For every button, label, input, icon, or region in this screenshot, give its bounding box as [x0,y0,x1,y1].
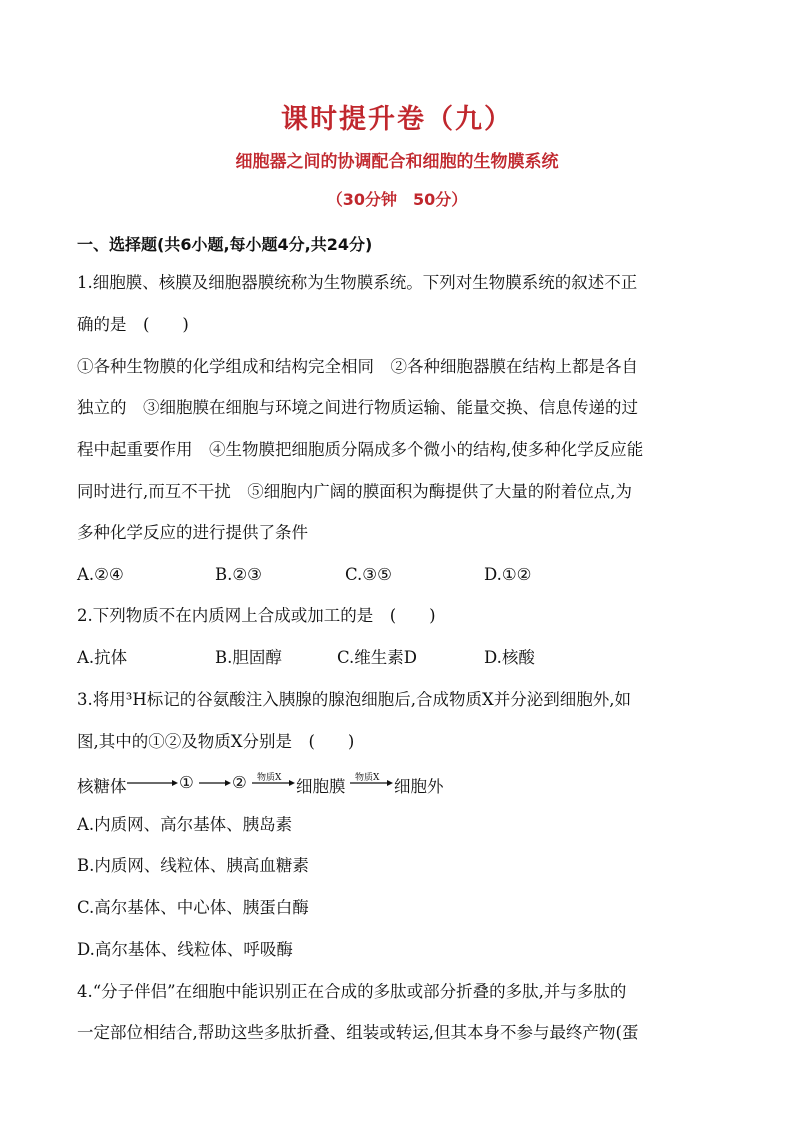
q1-line: 确的是 ( ) [77,315,189,334]
flow-node-1: ① [179,773,194,792]
q4-line: 4.“分子伴侣”在细胞中能识别正在合成的多肽或部分折叠的多肽,并与多肽的 [77,982,627,1001]
q1-line: 同时进行,而互不干扰 ⑤细胞内广阔的膜面积为酶提供了大量的附着位点,为 [77,482,632,501]
q1-line: 程中起重要作用 ④生物膜把细胞质分隔成多个微小的结构,使多种化学反应能 [77,440,644,459]
q3-line: 图,其中的①②及物质X分别是 ( ) [77,732,355,751]
q3-option-a[interactable]: A.内质网、高尔基体、胰岛素 [77,815,293,834]
q1-line: ①各种生物膜的化学组成和结构完全相同 ②各种细胞器膜在结构上都是各自 [77,357,638,376]
flow-arrow-label: 物质X [257,773,282,783]
q1-line: 1.细胞膜、核膜及细胞器膜统称为生物膜系统。下列对生物膜系统的叙述不正 [77,273,638,292]
flow-arrow-label: 物质X [355,773,380,783]
q1-line: 多种化学反应的进行提供了条件 [77,523,308,542]
q1-option-c[interactable]: C.③⑤ [345,565,392,584]
q3-option-d[interactable]: D.高尔基体、线粒体、呼吸酶 [77,940,293,959]
q4-line: 一定部位相结合,帮助这些多肽折叠、组装或转运,但其本身不参与最终产物(蛋 [77,1023,639,1042]
page-subtitle: 细胞器之间的协调配合和细胞的生物膜系统 [235,152,559,172]
secretion-flow-diagram [77,770,577,796]
q2-stem: 2.下列物质不在内质网上合成或加工的是 ( ) [77,606,436,625]
q3-option-b[interactable]: B.内质网、线粒体、胰高血糖素 [77,856,309,875]
q1-option-a[interactable]: A.②④ [77,565,124,584]
flow-node-ribosome: 核糖体 [77,777,127,796]
q1-line: 独立的 ③细胞膜在细胞与环境之间进行物质运输、能量交换、信息传递的过 [77,398,638,417]
flow-node-outside: 细胞外 [394,777,444,796]
q1-option-b[interactable]: B.②③ [215,565,262,584]
q3-line: 3.将用³H标记的谷氨酸注入胰腺的腺泡细胞后,合成物质X并分泌到细胞外,如 [77,690,631,709]
q3-option-c[interactable]: C.高尔基体、中心体、胰蛋白酶 [77,898,309,917]
q1-option-d[interactable]: D.①② [484,565,532,584]
flow-node-2: ② [232,773,247,792]
flow-node-membrane: 细胞膜 [296,777,346,796]
q2-option-d[interactable]: D.核酸 [484,648,535,667]
q2-option-a[interactable]: A.抗体 [77,648,128,667]
page-title: 课时提升卷（九） [281,104,513,135]
q2-option-b[interactable]: B.胆固醇 [215,648,282,667]
section-heading: 一、选择题(共6小题,每小题4分,共24分) [77,235,373,254]
time-score-info: （30分钟 50分） [326,190,468,209]
q2-option-c[interactable]: C.维生素D [337,648,418,667]
